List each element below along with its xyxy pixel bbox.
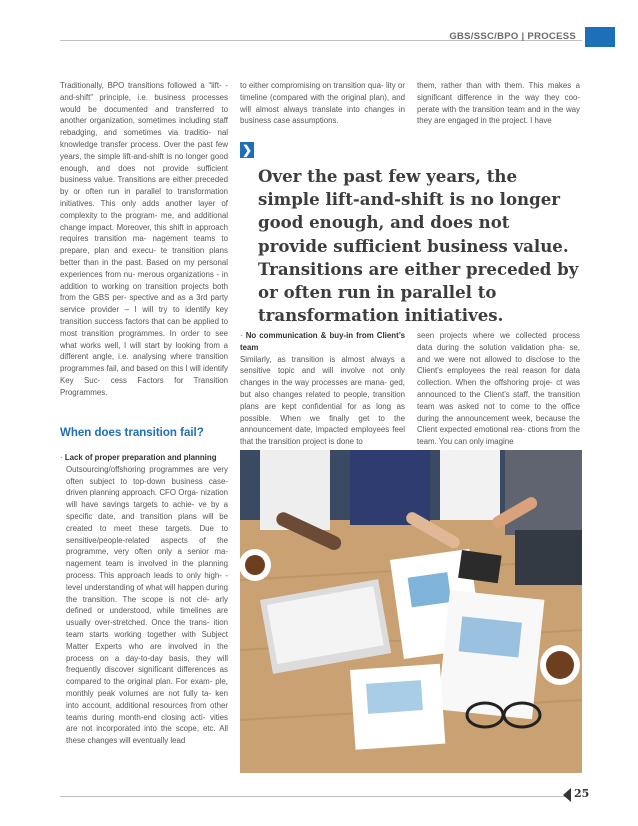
article-column-3 [417,80,580,127]
meeting-photo-illustration [240,450,582,773]
chevron-left-icon [563,788,571,802]
column-3-lower-paragraph: seen projects where we collected process data during the solution validation pha- se, and we were not allowed to disclose to the Client’s employees the real reason for data collection. When the offshoring proje- ct was announced to the Client’s staff, the transition team was asked not to come to the office during the announcement week, because the Client expected emotional rea- ctions from the team. You can only imagine [417,331,580,447]
pull-quote: Over the past few years, the simple lift-and-shift is no longer good enough, and does not provide sufficient business value. Transitions are either preceded by or often run in parallel to transformation initiatives. [258,166,579,326]
bullet-1-title: Lack of proper preparation and planning [64,453,217,462]
bullet-marker: · [60,453,65,462]
page-number: 25 [574,787,590,800]
intro-paragraph: Traditionally, BPO transitions followed a “lift- -and-shift” principle, i.e. business processes would be documented and transferred to another organization, sometimes including staff rebadging, and sometimes via traditio- nal knowledge transfer process. Over the past few years, the simple lift-and-shift is no longer good enough, and does not provide sufficient business value. Transitions are either preceded by or often run in parallel to transformation initiatives. This only adds another layer of complexity to the program- me, and additional change impact. Moreover, this shift in approach requires transition ma- nagement teams to prepare, plan and execu- te transition plans better than in the past. Based on my personal experiences from nu- merous organizations - in addition to working on transition projects both from the GBS per- spective and as a 3rd party service provider – I will try to identify key transition success factors that can be applied to most transition programmes. In order to see what works well, I will start by looking from a different angle, i.e. analysing where transition programmes fail, and based on this I will identify Key Suc- cess Factors for Transition Programmes. [60,81,228,397]
bullet-2-title: No communication & buy-in from Client’s team [240,331,405,352]
meeting-photo [240,450,582,773]
header-accent-block [585,27,615,47]
article-column-3-lower [417,330,580,448]
column-2-paragraph: to either compromising on transition qua- lity or timeline (compared with the original plan), and will almost always translate into changes in business case assumptions. [240,81,405,126]
bullet-no-communication [240,330,405,448]
article-column-1 [60,80,228,399]
footer-rule [60,796,565,797]
section-heading: When does transition fail? [60,427,204,439]
bullet-marker: · [240,331,246,340]
bullet-lack-of-preparation [60,452,228,747]
section-label: GBS/SSC/BPO | PROCESS [449,31,576,42]
bullet-2-text: Similarly, as transition is almost always a sensitive topic and will involve not only changes in the way processes are mana- ged, but also changes related to people, transition plans are kept confidential for as long as possible. When we finally get to the announcement date, impacted employees feel that the transition project is done to [240,354,405,447]
bullet-1-text: Outsourcing/offshoring programmes are very often subject to top-down business case-driven planning approach. CFO Orga- nization will have savings targets to achie- ve by a specific date, and transition plans will be created to meet these targets. Due to sensitive/people-related aspects of the programme, very often only a senior ma- nagement team is involved in the planning process. This approach leads to only high- -level understanding of what will happen during the transition. The scope is not cle- arly defined or understood, while timelines are usually over-stretched. Once the trans- ition team starts working together with Subject Matter Experts who are involved in the process on a day-to-day basis, they will frequently discover significant differences as compared to the original plan. For exam- ple, monthly peak volumes are not fully ta- ken into account, additional resources from other teams during month-end closing acti- vities are not incorporated into the scope, etc. All these changes will eventually lead [66,464,228,746]
article-column-2 [240,80,405,127]
chevron-right-icon: ❯ [241,143,253,157]
column-3-paragraph: them, rather than with them. This makes a significant difference in the way they coo- perate with the transition team and in the way they are engaged in the project. I have [417,81,580,126]
